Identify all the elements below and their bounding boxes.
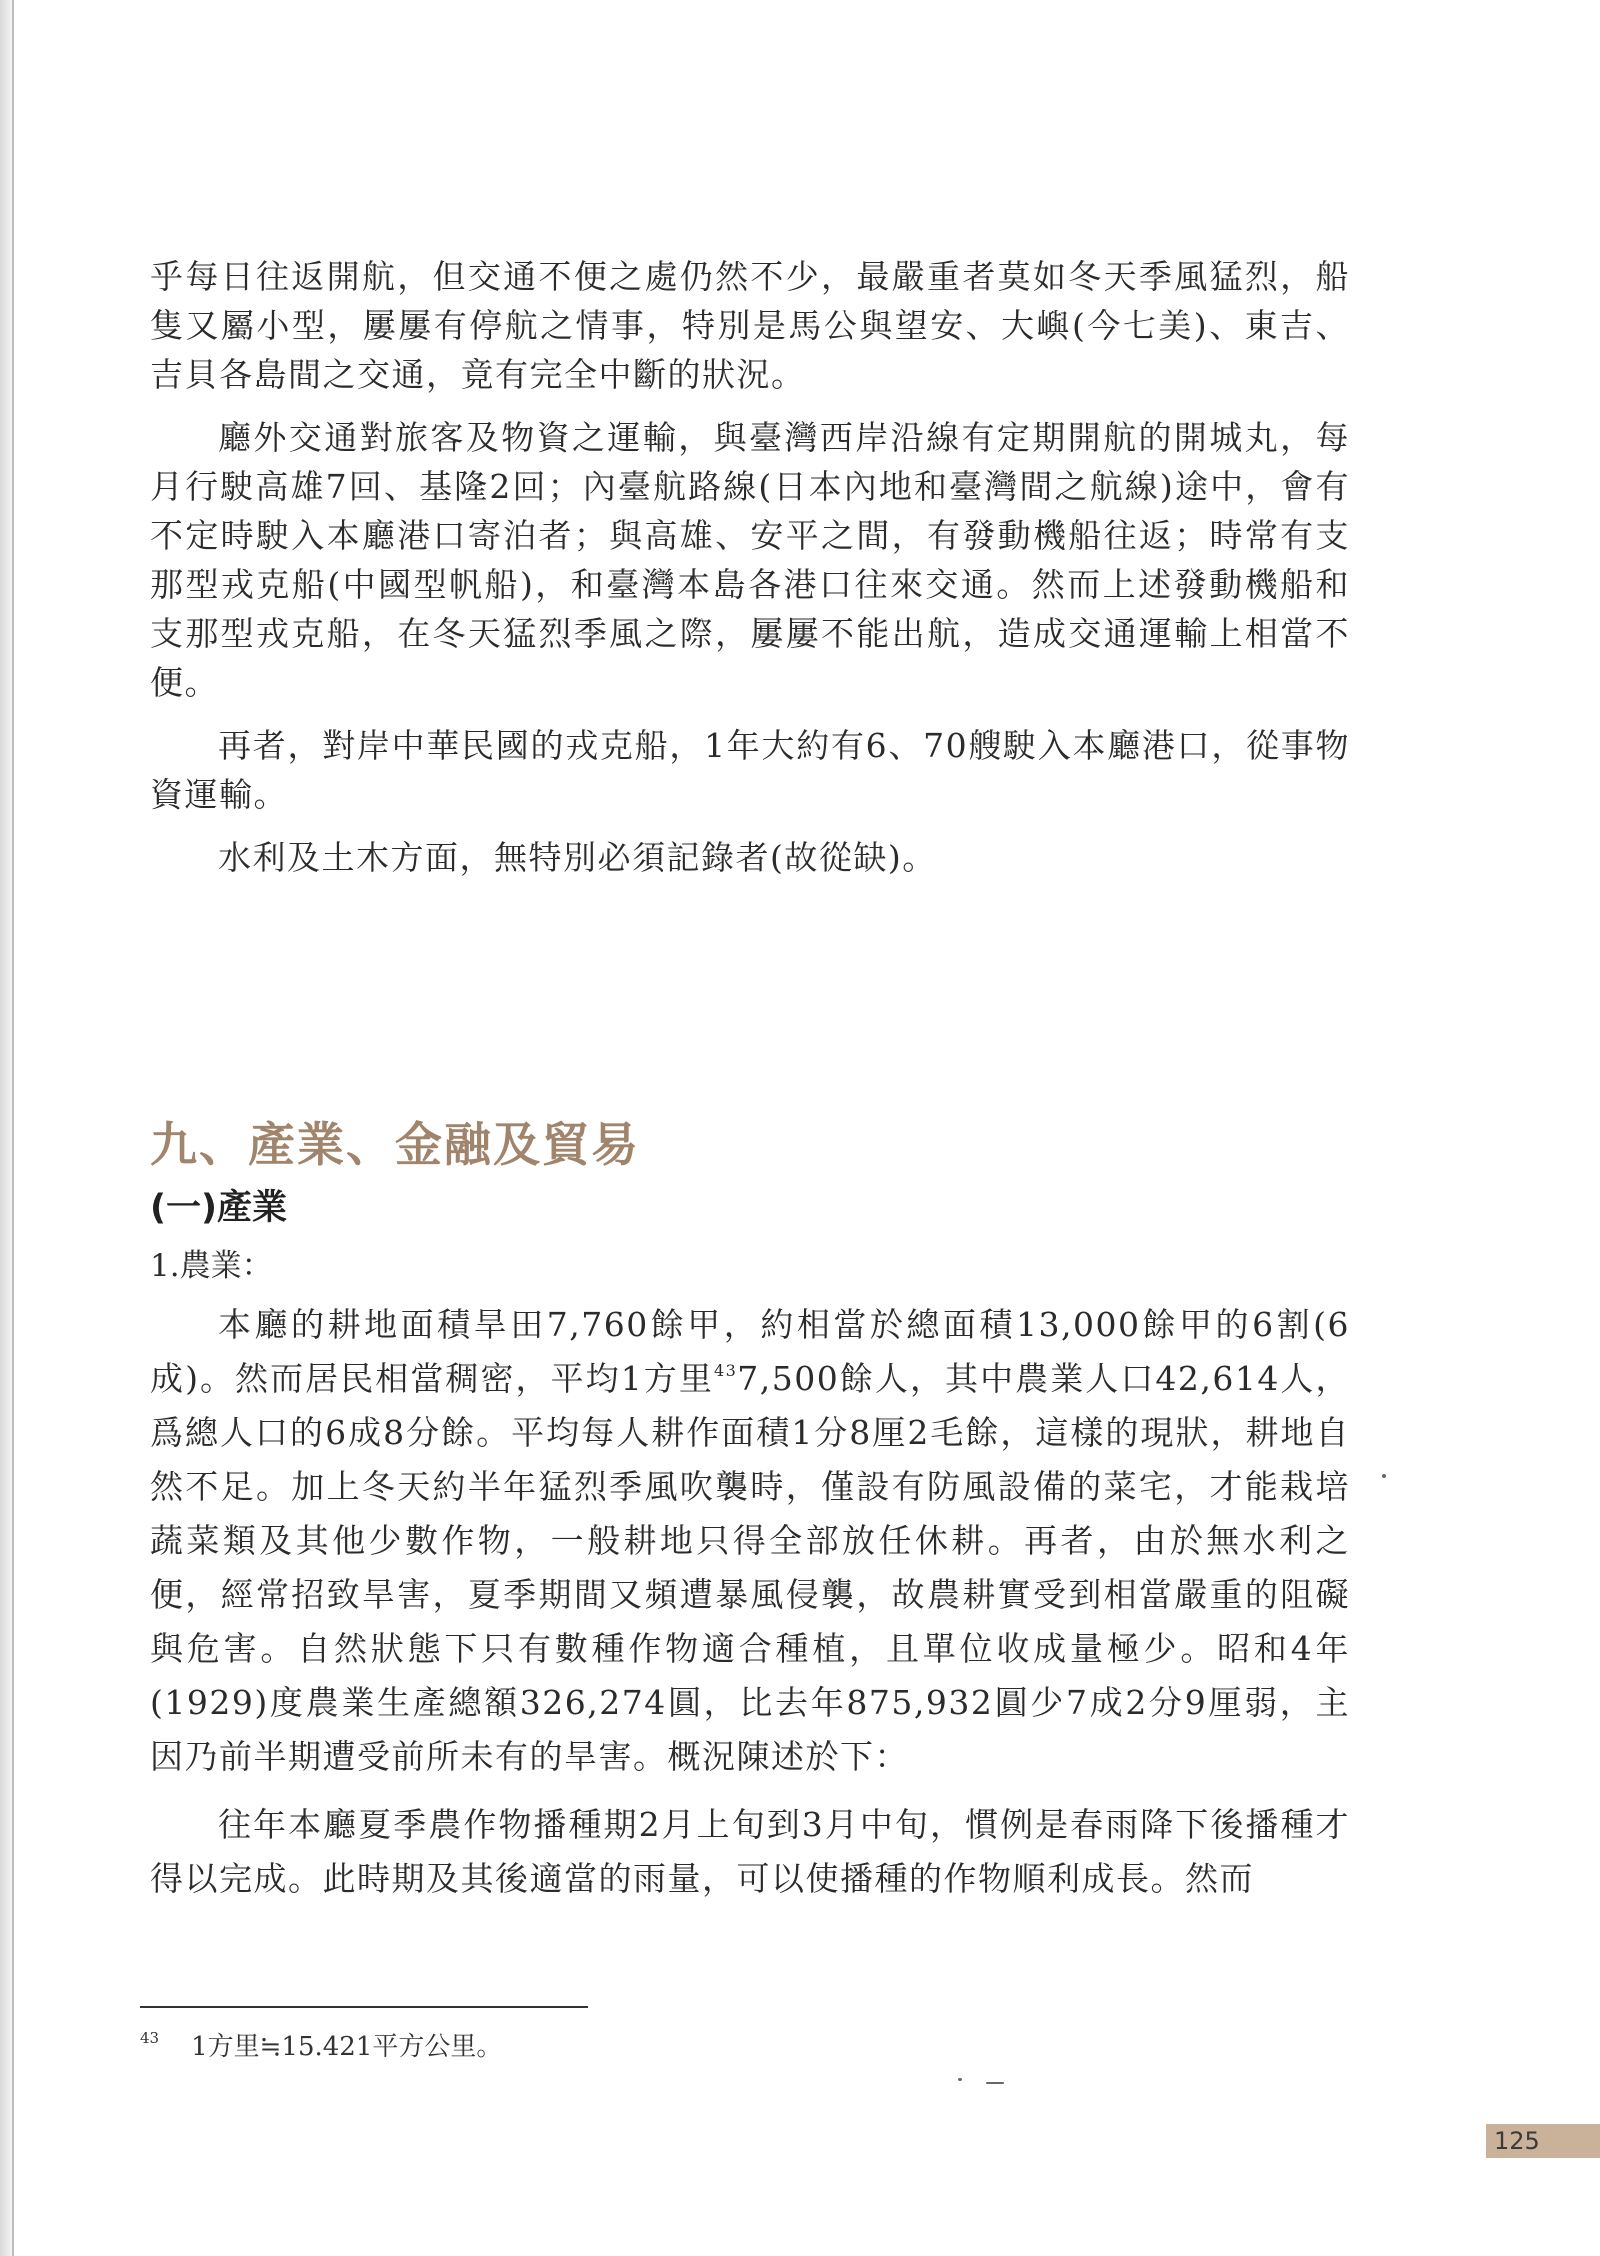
page-binding-line [12,0,14,2256]
agri-text-after-ref: 7,500餘人，其中農業人口42,614人，爲總人口的6成8分餘。平均每人耕作面積1分8厘2毛餘，這樣的現狀，耕地自然不足。加上冬天約半年猛烈季風吹襲時，僅設有防風設備的菜宅，才能栽培蔬菜類及其他少數作物，一般耕地只得全部放任休耕。再者，由於無水利之便，經常招致旱害，夏季期間又頻遭暴風侵襲，故農耕實受到相當嚴重的阻礙與危害。自然狀態下只有數種作物適合種植，且單位收成量極少。昭和4年(1929)度農業生產總額326,274圓，比去年875,932圓少7成2分9厘弱，主因乃前半期遭受前所未有的旱害。概況陳述於下： [150,1359,1350,1776]
footnote-reference[interactable]: 43 [713,1361,738,1380]
paragraph-planting-season: 往年本廳夏季農作物播種期2月上旬到3月中旬，慣例是春雨降下後播種才得以完成。此時期及其後適當的雨量，可以使播種的作物順利成長。然而 [150,1805,1350,1898]
top-body-text [150,252,1350,882]
scan-speck [1382,1474,1386,1478]
item-heading: 1.農業： [150,1248,273,1284]
paragraph-water-civil: 水利及土木方面，無特別必須記錄者(故從缺)。 [218,838,937,877]
agri-text-before-ref: 本廳的耕地面積旱田7,760餘甲，約相當於總面積13,000餘甲的6割(6成)。然而居民相當稠密，平均1方里 [150,1305,1350,1398]
footnote-text: 1方里≒15.421平方公里。 [191,2032,503,2062]
scan-speck [986,2082,1004,2084]
paragraph-transport-intro: 乎每日往返開航，但交通不便之處仍然不少，最嚴重者莫如冬天季風猛烈，船隻又屬小型，屢屢有停航之情事，特別是馬公與望安、大嶼(今七美)、東吉、吉貝各島間之交通，竟有完全中斷的狀況。 [150,257,1350,394]
paragraph-junk-ships: 再者，對岸中華民國的戎克船，1年大約有6、70艘駛入本廳港口，從事物資運輸。 [150,726,1350,814]
footnote [140,2026,502,2063]
sub-heading: (一)產業 [150,1188,287,1228]
paragraph-external-transport: 廳外交通對旅客及物資之運輸，與臺灣西岸沿線有定期開航的開城丸，每月行駛高雄7回、基隆2回；內臺航路線(日本內地和臺灣間之航線)途中，會有不定時駛入本廳港口寄泊者；與高雄、安平之間，有發動機船往返；時常有支那型戎克船(中國型帆船)，和臺灣本島各港口往來交通。然而上述發動機船和支那型戎克船，在冬天猛烈季風之際，屢屢不能出航，造成交通運輸上相當不便。 [150,418,1350,702]
section-heading: 九、產業、金融及貿易 [150,1118,640,1173]
page-binding-edge [0,0,12,2256]
footnote-number: 43 [140,2029,160,2047]
agriculture-body-text [150,1298,1350,1906]
footnote-divider [140,2006,588,2008]
paragraph-agriculture-overview [150,1298,1350,1784]
page-number: 125 [1486,2124,1600,2158]
scan-speck [958,2078,962,2081]
